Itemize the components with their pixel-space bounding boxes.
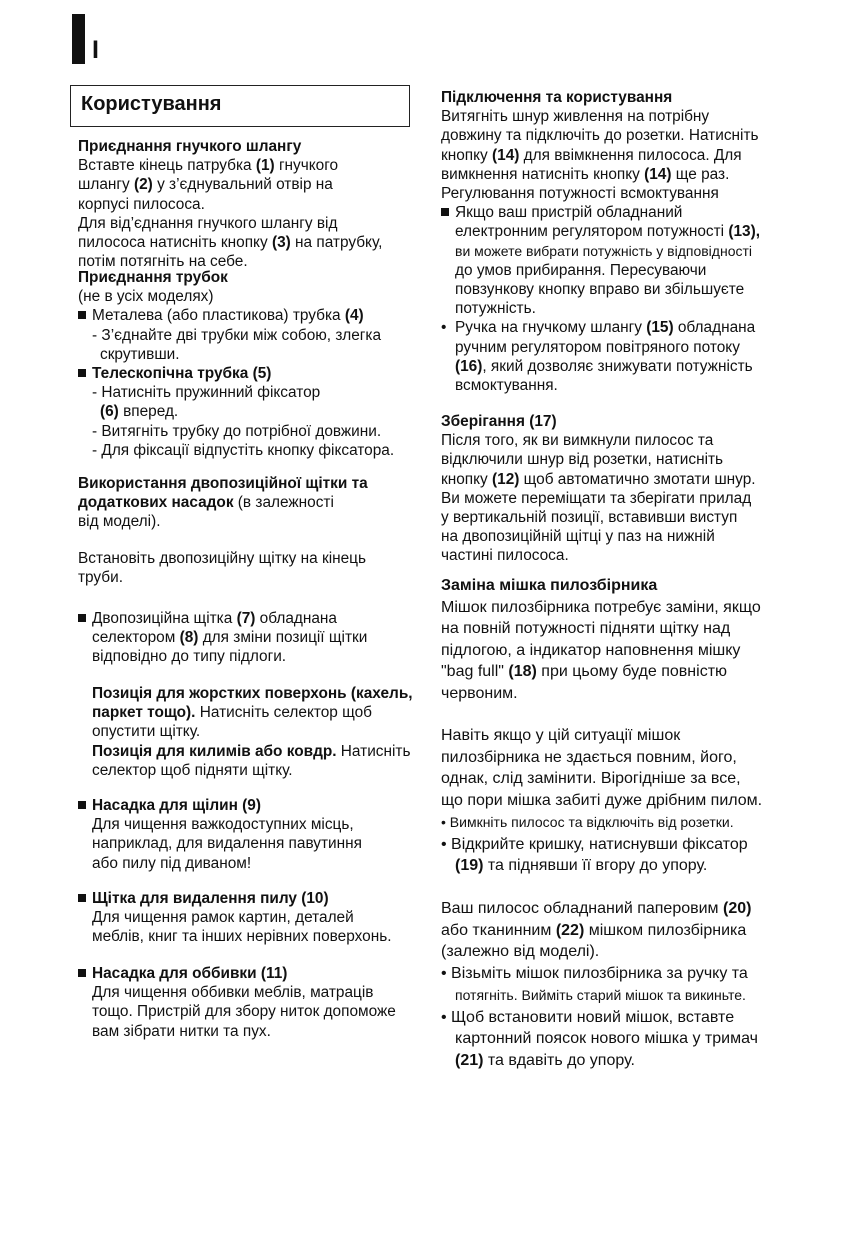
- crevice-section: Насадка для щілин (9) Для чищення важкодоступних місць, наприклад, для видалення павутиння або пилу під диваном!: [78, 796, 362, 873]
- square-bullet-icon: [441, 208, 449, 216]
- square-bullet-icon: [78, 369, 86, 377]
- language-bar: [72, 14, 85, 64]
- brush-positions: Позиція для жорстких поверхонь (кахель, паркет тощо). Натисніть селектор щоб опустити щітку. Позиція для килимів або ковдр. Натисніть селектор щоб підняти щітку.: [92, 685, 413, 779]
- language-letter: I: [92, 36, 99, 64]
- bag-heading: Заміна мішка пилозбірника: [441, 577, 658, 594]
- square-bullet-icon: [78, 894, 86, 902]
- tubes-section: Приєднання трубок (не в усіх моделях) Металева (або пластикова) трубка (4) - З’єднайте дві трубки між собою, злегка скрутивши. Телескопічна трубка (5) - Натисніть пружинний фіксатор (6) вперед. - Витягніть трубку до потрібної довжини. - Для фіксації відпустіть кнопку фіксатора.: [78, 269, 395, 459]
- connect-heading: Підключення та користування: [441, 89, 673, 106]
- storage-heading: Зберігання (17): [441, 413, 557, 430]
- bag-check: Навіть якщо у цій ситуації мішок пилозбірника не здається повним, його, однак, слід замінити. Вірогідніше за все, що пори мішка забиті дуже дрібним пилом. • Вимкніть пилосос та відключіть від розетки. • Відкрийте кришку, натиснувши фіксатор (19) та піднявши її вгору до упору.: [441, 727, 763, 875]
- brush-install: Встановіть двопозиційну щітку на кінець труби.: [78, 550, 367, 587]
- upholstery-section: Насадка для оббивки (11) Для чищення оббивки меблів, матраців тощо. Пристрій для збору ниток допоможе вам зібрати нитки та пух.: [78, 964, 396, 1041]
- square-bullet-icon: [78, 311, 86, 319]
- square-bullet-icon: [78, 801, 86, 809]
- tubes-heading: Приєднання трубок: [78, 269, 228, 286]
- dust-brush-section: Щітка для видалення пилу (10) Для чищення рамок картин, деталей меблів, книг та інших нерівних поверхонь.: [78, 889, 392, 947]
- square-bullet-icon: [78, 614, 86, 622]
- hose-section: Приєднання гнучкого шлангу Вставте кінець патрубка (1) гнучкого шлангу (2) у з’єднувальний отвір на корпусі пилососа. Для від’єднання гнучкого шлангу від пилососа натисніть кнопку (3) на патрубку, потім потягніть на себе.: [78, 138, 383, 271]
- brush-section: Використання двопозиційної щітки та додаткових насадок (в залежності від моделі).: [78, 475, 368, 531]
- connect-section: Підключення та користування Витягніть шнур живлення на потрібну довжину та підключіть до розетки. Натисніть кнопку (14) для ввімкнення пилососа. Для вимкнення натисніть кнопку (14) ще раз. Регулювання потужності всмоктування Якщо ваш пристрій обладнаний електронним регулятором потужності (13), ви можете вибрати потужність у відповідності до умов прибирання. Пересуваючи повзункову кнопку вправо ви збільшуєте потужність. • Ручка на гнучкому шлангу (15) обладнана ручним регулятором повітряного потоку (16), який дозволяє знижувати потужність всмоктування.: [441, 89, 761, 395]
- bag-section: Заміна мішка пилозбірника Мішок пилозбірника потребує заміни, якщо на повній потужності підняти щітку над підлогою, а індикатор наповнення мішку "bag full" (18) при цьому буде повністю червоним.: [441, 577, 761, 702]
- hose-heading: Приєднання гнучкого шлангу: [78, 138, 302, 155]
- section-title: Користування: [81, 93, 222, 115]
- section-title-box: [70, 85, 410, 127]
- square-bullet-icon: [78, 969, 86, 977]
- storage-section: Зберігання (17) Після того, як ви вимкнули пилосос та відключили шнур від розетки, натисніть кнопку (12) щоб автоматично змотати шнур. Ви можете переміщати та зберігати прилад у вертикальній позиції, вставивши виступ на двопозиційній щітці у паз на нижній частині пилососа.: [441, 413, 756, 565]
- brush-selector: Двопозиційна щітка (7) обладнана селектором (8) для зміни позиції щітки відповідно до типу підлоги.: [78, 609, 367, 667]
- bag-replace: Ваш пилосос обладнаний паперовим (20) або тканинним (22) мішком пилозбірника (залежно від моделі). • Візьміть мішок пилозбірника за ручку та потягніть. Вийміть старий мішок та викиньте. • Щоб встановити новий мішок, вставте картонний поясок нового мішка у тримач (21) та вдавіть до упору.: [441, 900, 758, 1069]
